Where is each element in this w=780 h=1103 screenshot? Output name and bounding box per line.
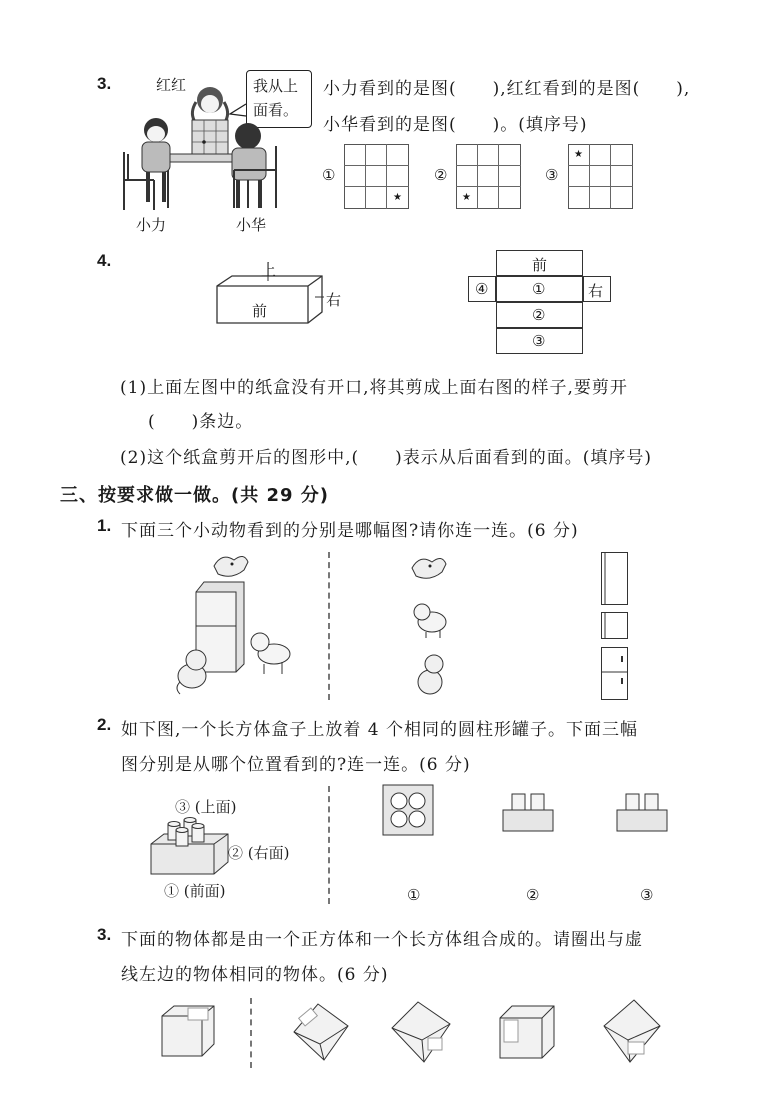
box-front-label: 前 xyxy=(252,302,268,320)
view-label-right: ② (右面) xyxy=(228,844,290,862)
grid-label: ① xyxy=(322,166,336,184)
star-icon: ★ xyxy=(393,192,402,203)
option-solid-3 xyxy=(498,1000,556,1062)
section-title: 三、按要求做一做。(共 29 分) xyxy=(60,485,330,506)
question-number: 4. xyxy=(97,251,112,270)
star-icon: ★ xyxy=(462,192,471,203)
option-solid-1 xyxy=(290,998,354,1068)
choice-label: ③ xyxy=(640,886,654,904)
side-view-figure-2 xyxy=(616,790,668,832)
box-top-label: 上 xyxy=(261,261,277,279)
box-right-label: 右 xyxy=(326,291,342,309)
star-icon: ★ xyxy=(574,149,583,160)
net-face-1: ① xyxy=(532,280,546,298)
s3q2-line-1: 如下图,一个长方体盒子上放着 4 个相同的圆柱形罐子。下面三幅 xyxy=(121,720,639,740)
option-solid-2 xyxy=(388,998,454,1068)
divider-dashed-line xyxy=(328,552,330,700)
view-label-top: ③ (上面) xyxy=(175,798,237,816)
divider-dashed-line xyxy=(328,786,330,904)
q4-sub1-line-2: ( )条边。 xyxy=(148,412,254,432)
choice-label: ① xyxy=(407,886,421,904)
question-number: 1. xyxy=(97,516,112,535)
fridge-animals-scene xyxy=(172,552,296,700)
grid-label: ③ xyxy=(545,166,559,184)
box-with-cans-figure xyxy=(150,818,230,876)
top-view-figure xyxy=(382,784,434,836)
option-solid-4 xyxy=(600,996,662,1068)
net-front-label: 前 xyxy=(532,256,548,274)
q3-question-line-1: 小力看到的是图( ),红红看到的是图( ), xyxy=(323,79,691,99)
view-label-front: ① (前面) xyxy=(164,882,226,900)
question-number: 3. xyxy=(97,925,112,944)
net-face-4: ④ xyxy=(475,280,489,298)
name-honghong: 红红 xyxy=(156,76,187,94)
animals-column xyxy=(408,552,456,700)
fridge-views-column xyxy=(598,552,632,700)
reference-solid-figure xyxy=(160,1002,216,1058)
s3q2-line-2: 图分别是从哪个位置看到的?连一连。(6 分) xyxy=(121,755,471,775)
name-xiaohua: 小华 xyxy=(236,216,267,234)
speech-line-1: 我从上 xyxy=(253,77,299,95)
q3-question-line-2: 小华看到的是图( )。(填序号) xyxy=(323,115,588,135)
net-right-label: 右 xyxy=(588,282,604,300)
question-number: 3. xyxy=(97,74,112,93)
q4-sub1-line-1: (1)上面左图中的纸盒没有开口,将其剪成上面右图的样子,要剪开 xyxy=(120,378,628,398)
net-face-2: ② xyxy=(532,306,546,324)
question-number: 2. xyxy=(97,715,112,734)
children-illustration xyxy=(118,84,288,214)
speech-line-2: 面看。 xyxy=(253,101,299,119)
net-face-3: ③ xyxy=(532,332,546,350)
q4-sub2: (2)这个纸盒剪开后的图形中,( )表示从后面看到的面。(填序号) xyxy=(120,448,653,468)
side-view-figure-1 xyxy=(502,790,554,832)
s3q3-line-2: 线左边的物体相同的物体。(6 分) xyxy=(121,965,389,985)
grid-label: ② xyxy=(434,166,448,184)
s3q1-text: 下面三个小动物看到的分别是哪幅图?请你连一连。(6 分) xyxy=(121,521,579,541)
choice-label: ② xyxy=(526,886,540,904)
divider-dashed-line xyxy=(250,998,252,1068)
name-xiaoli: 小力 xyxy=(136,216,167,234)
s3q3-line-1: 下面的物体都是由一个正方体和一个长方体组合成的。请圈出与虚 xyxy=(121,930,643,950)
